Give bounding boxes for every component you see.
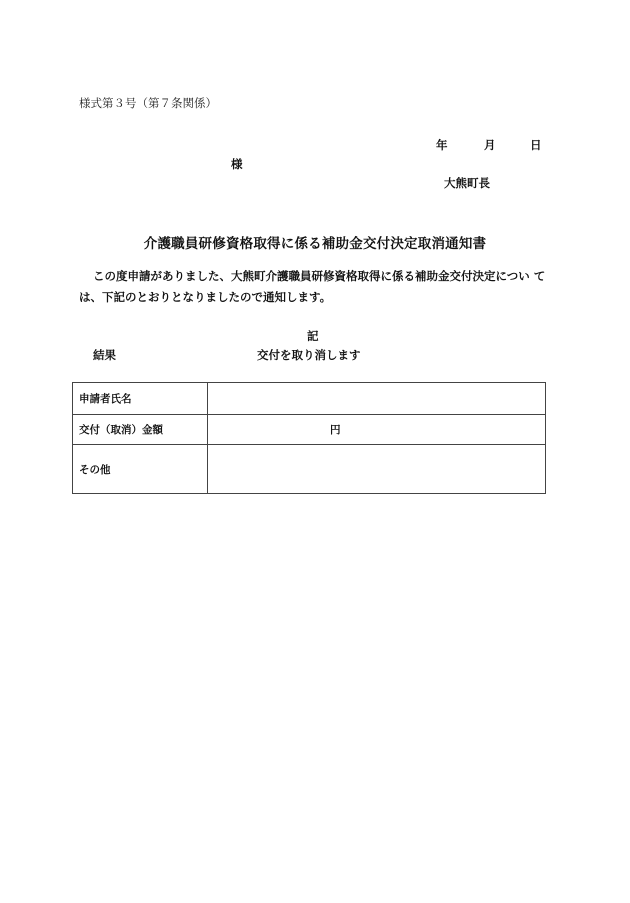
form-number: 様式第３号（第７条関係） [79,96,217,110]
date-field [436,137,542,153]
date-year-label: 年 [436,138,448,152]
table-row [73,415,546,445]
body-text-line-2: は、下記のとおりとなりましたので通知します。 [79,290,332,304]
applicant-name-value [208,383,546,415]
document-title: 介護職員研修資格取得に係る補助金交付決定取消通知書 [143,236,487,252]
amount-value-cell [208,415,546,445]
other-value [208,445,546,494]
date-day-label: 日 [530,138,542,152]
date-month-label: 月 [484,138,496,152]
body-text-line-1: この度申請がありました、大熊町介護職員研修資格取得に係る補助金交付決定につい て [93,269,546,283]
ki-heading: 記 [307,329,319,343]
amount-label: 交付（取消）金額 [73,415,208,445]
result-label: 結果 [93,348,116,362]
table-row [73,383,546,415]
issuer-name: 大熊町長 [444,176,490,190]
addressee-suffix: 様 [231,157,243,171]
table-row [73,445,546,494]
other-label: その他 [73,445,208,494]
yen-unit: 円 [330,424,341,436]
applicant-name-label: 申請者氏名 [73,383,208,415]
result-value: 交付を取り消します [257,348,361,362]
applicant-info-table [72,382,546,494]
